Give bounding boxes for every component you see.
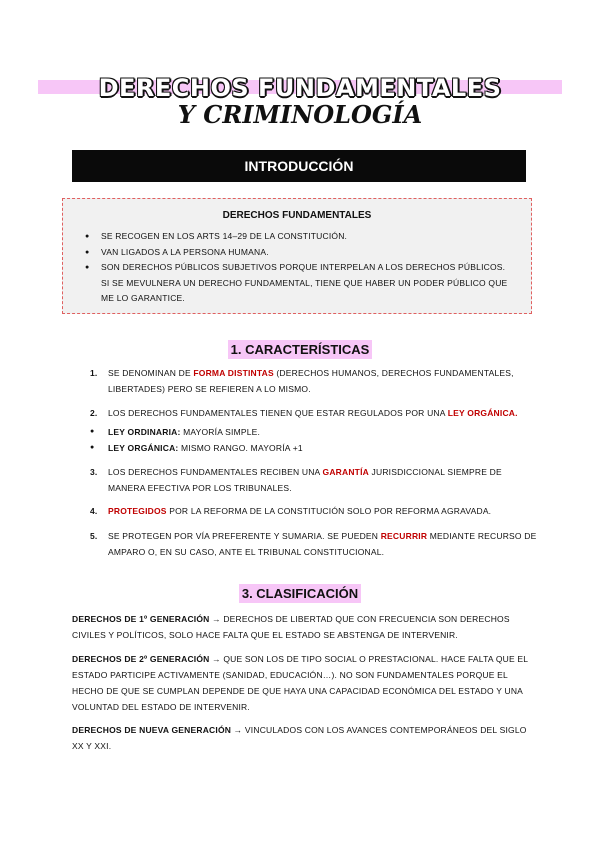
item-text: (DERECHOS HUMANOS, DERECHOS FUNDAMENTALES, LIBERTADES) PERO SE REFIEREN A LO MISMO. <box>108 368 514 394</box>
item-highlight: GARANTÍA <box>322 467 369 477</box>
intro-box-title: DERECHOS FUNDAMENTALES <box>222 210 372 221</box>
generation-text: DERECHOS DE LIBERTAD QUE CON FRECUENCIA SON DERECHOS CIVILES Y POLÍTICOS, SOLO HACE FALTA QUE EL ESTADO SE ABSTENGA DE INTERVENIR. <box>72 614 510 640</box>
generation-paragraph <box>72 651 528 715</box>
list-item: ● SE RECOGEN EN LOS ARTS 14–29 DE LA CONSTITUCIÓN. <box>101 229 513 245</box>
item-number: 3. <box>90 467 98 477</box>
list-item <box>90 440 540 456</box>
item-text: LOS DERECHOS FUNDAMENTALES RECIBEN UNA <box>108 467 323 477</box>
arrow-icon: → <box>231 725 245 735</box>
heading-caracteristicas <box>0 341 600 359</box>
item-text: MISMO RANGO. MAYORÍA +1 <box>178 443 303 453</box>
generation-paragraph <box>72 722 528 754</box>
item-highlight: RECURRIR <box>380 531 428 541</box>
section-bar-introduccion: INTRODUCCIÓN <box>72 150 526 182</box>
generation-title: DERECHOS DE 1º GENERACIÓN <box>72 614 210 624</box>
list-item <box>90 464 540 496</box>
item-text: MAYORÍA SIMPLE. <box>180 427 261 437</box>
heading-clasificacion-label: 3. CLASIFICACIÓN <box>239 584 361 603</box>
generation-title: DERECHOS DE 2º GENERACIÓN <box>72 654 210 664</box>
list-item <box>90 365 540 397</box>
list-item: ● VAN LIGADOS A LA PERSONA HUMANA. <box>101 245 513 261</box>
list-item <box>90 405 540 421</box>
item-text: POR LA REFORMA DE LA CONSTITUCIÓN SOLO POR REFORMA AGRAVADA. <box>166 506 492 516</box>
arrow-icon: → <box>209 614 224 624</box>
heading-caracteristicas-label: 1. CARACTERÍSTICAS <box>228 340 373 359</box>
item-number: 2. <box>90 408 98 418</box>
page-title: DERECHOS FUNDAMENTALES <box>98 74 502 102</box>
item-number: 1. <box>90 368 98 378</box>
generation-paragraph <box>72 611 528 643</box>
arrow-icon: → <box>209 654 224 664</box>
intro-box <box>62 198 532 314</box>
item-text: JURISDICCIONAL SIEMPRE DE MANERA EFECTIVA POR LOS TRIBUNALES. <box>108 467 502 493</box>
item-bold: LEY ORDINARIA: <box>108 427 181 437</box>
generation-title: DERECHOS DE NUEVA GENERACIÓN <box>72 725 232 735</box>
generation-text: VINCULADOS CON LOS AVANCES CONTEMPORÁNEOS DEL SIGLO XX Y XXI. <box>72 725 527 751</box>
item-text: LOS DERECHOS FUNDAMENTALES TIENEN QUE ESTAR REGULADOS POR UNA <box>108 408 448 418</box>
heading-clasificacion <box>0 585 600 603</box>
item-highlight: PROTEGIDOS <box>108 506 167 516</box>
item-number: 4. <box>90 506 98 516</box>
item-text: SE DENOMINAN DE <box>108 368 194 378</box>
item-highlight: FORMA DISTINTAS <box>193 368 274 378</box>
list-item <box>90 528 540 560</box>
list-item <box>90 503 540 519</box>
item-highlight: LEY ORGÁNICA. <box>447 408 518 418</box>
list-item <box>90 424 540 440</box>
page-subtitle: Y CRIMINOLOGÍA <box>177 100 423 129</box>
generation-text: QUE SON LOS DE TIPO SOCIAL O PRESTACIONAL. HACE FALTA QUE EL ESTADO PARTICIPE ACTIVAMENTE (SANIDAD, EDUCACIÓN…). NO SON FUNDAMENTALES PORQUE EL HECHO DE QUE SE CUMPLAN DEPENDE DE QUE HAYA UNA CAPACIDAD ECONÓMICA DEL ESTADO Y UNA VOLUNTAD DEL ESTADO DE INTERVENIR. <box>72 654 528 712</box>
item-text: MEDIANTE RECURSO DE AMPARO O, EN SU CASO, ANTE EL TRIBUNAL CONSTITUCIONAL. <box>108 531 537 557</box>
item-bold: LEY ORGÁNICA: <box>108 443 179 453</box>
item-text: SE PROTEGEN POR VÍA PREFERENTE Y SUMARIA. SE PUEDEN <box>108 531 381 541</box>
intro-bullet-list <box>63 229 531 307</box>
list-item: ● SON DERECHOS PÚBLICOS SUBJETIVOS PORQUE INTERPELAN A LOS DERECHOS PÚBLICOS. SI SE MEVULNERA UN DERECHO FUNDAMENTAL, TIENE QUE HABER UN PODER PÚBLICO QUE ME LO GARANTICE. <box>101 260 513 307</box>
item-number: 5. <box>90 531 98 541</box>
